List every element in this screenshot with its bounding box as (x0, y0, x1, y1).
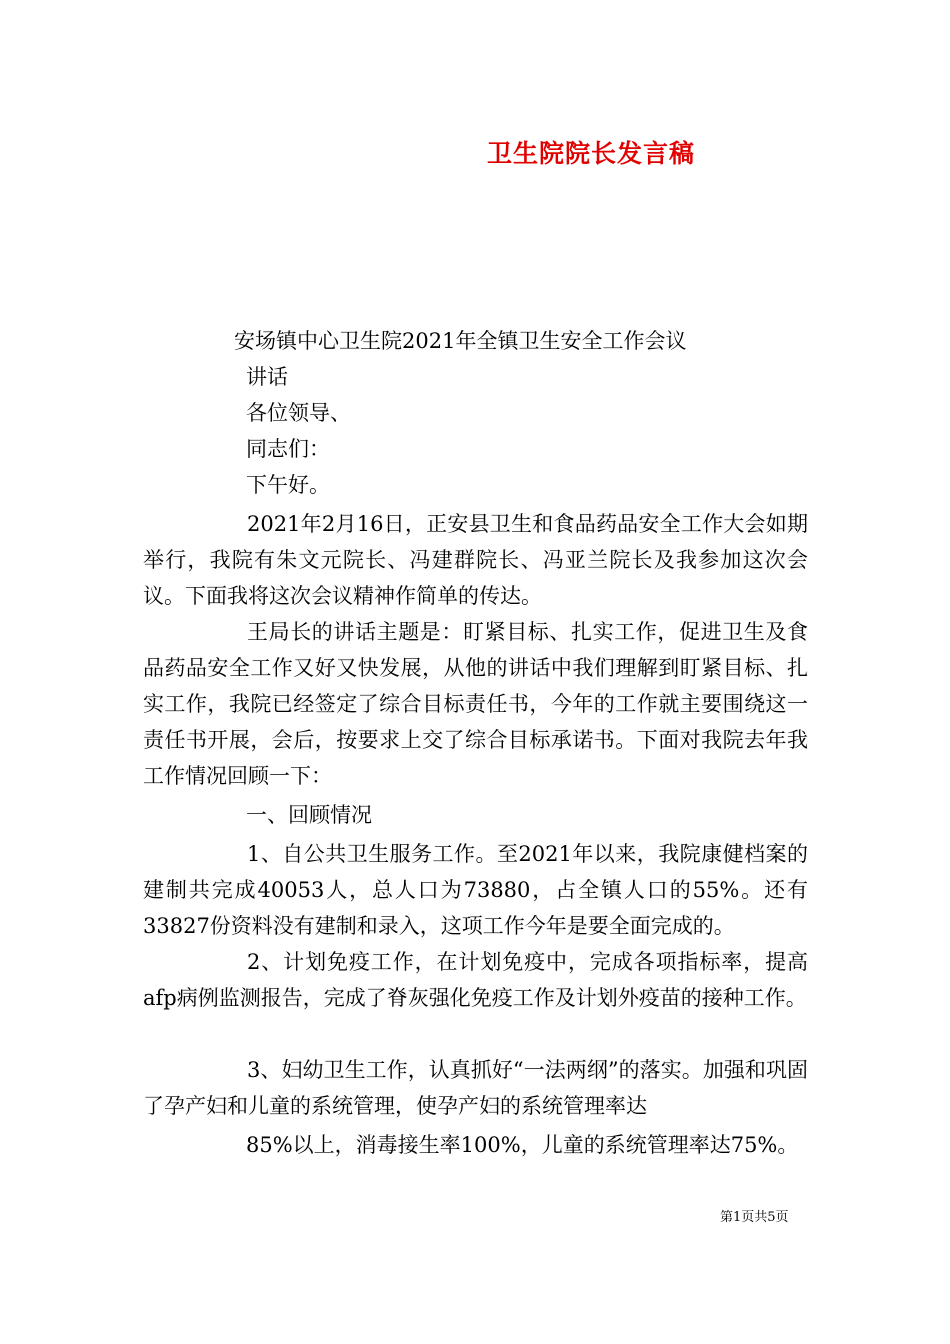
meeting-heading-sub: 讲话 (246, 365, 288, 389)
meeting-heading: 安场镇中心卫生院2021年全镇卫生安全工作会议 (234, 329, 687, 353)
salutation-comrades: 同志们： (246, 437, 330, 461)
item-immunization: 2、计划免疫工作，在计划免疫中，完成各项指标率，提高afp病例监测报告，完成了脊灰强化免疫工作及计划外疫苗的接种工作。 (143, 950, 808, 1010)
item-maternal-child: 3、妇幼卫生工作，认真抓好“一法两纲”的落实。加强和巩固了孕产妇和儿童的系统管理，使孕产妇的系统管理率达 (143, 1058, 808, 1118)
greeting: 下午好。 (246, 473, 330, 497)
document-title: 卫生院院长发言稿 (487, 139, 696, 168)
paragraph-speech: 王局长的讲话主题是：盯紧目标、扎实工作，促进卫生及食品药品安全工作又好又快发展，从他的讲话中我们理解到盯紧目标、扎实工作，我院已经签定了综合目标责任书，今年的工作就主要围绕这一责任书开展，会后，按要求上交了综合目标承诺书。下面对我院去年我工作情况回顾一下： (143, 620, 808, 788)
paragraph-meeting: 2021年2月16日，正安县卫生和食品药品安全工作大会如期举行，我院有朱文元院长、冯建群院长、冯亚兰院长及我参加这次会议。下面我将这次会议精神作简单的传达。 (143, 512, 808, 608)
page-number: 第1页共5页 (720, 1210, 789, 1225)
salutation-leaders: 各位领导、 (246, 401, 351, 425)
section-review-heading: 一、回顾情况 (246, 803, 372, 827)
item-maternal-child-cont: 85%以上，消毒接生率100%，儿童的系统管理率达75%。 (246, 1133, 799, 1157)
item-public-health: 1、自公共卫生服务工作。至2021年以来，我院康健档案的建制共完成40053人，总人口为73880，占全镇人口的55%。还有33827份资料没有建制和录入，这项工作今年是要全面完成的。 (143, 842, 808, 938)
page-footer (720, 1206, 789, 1225)
